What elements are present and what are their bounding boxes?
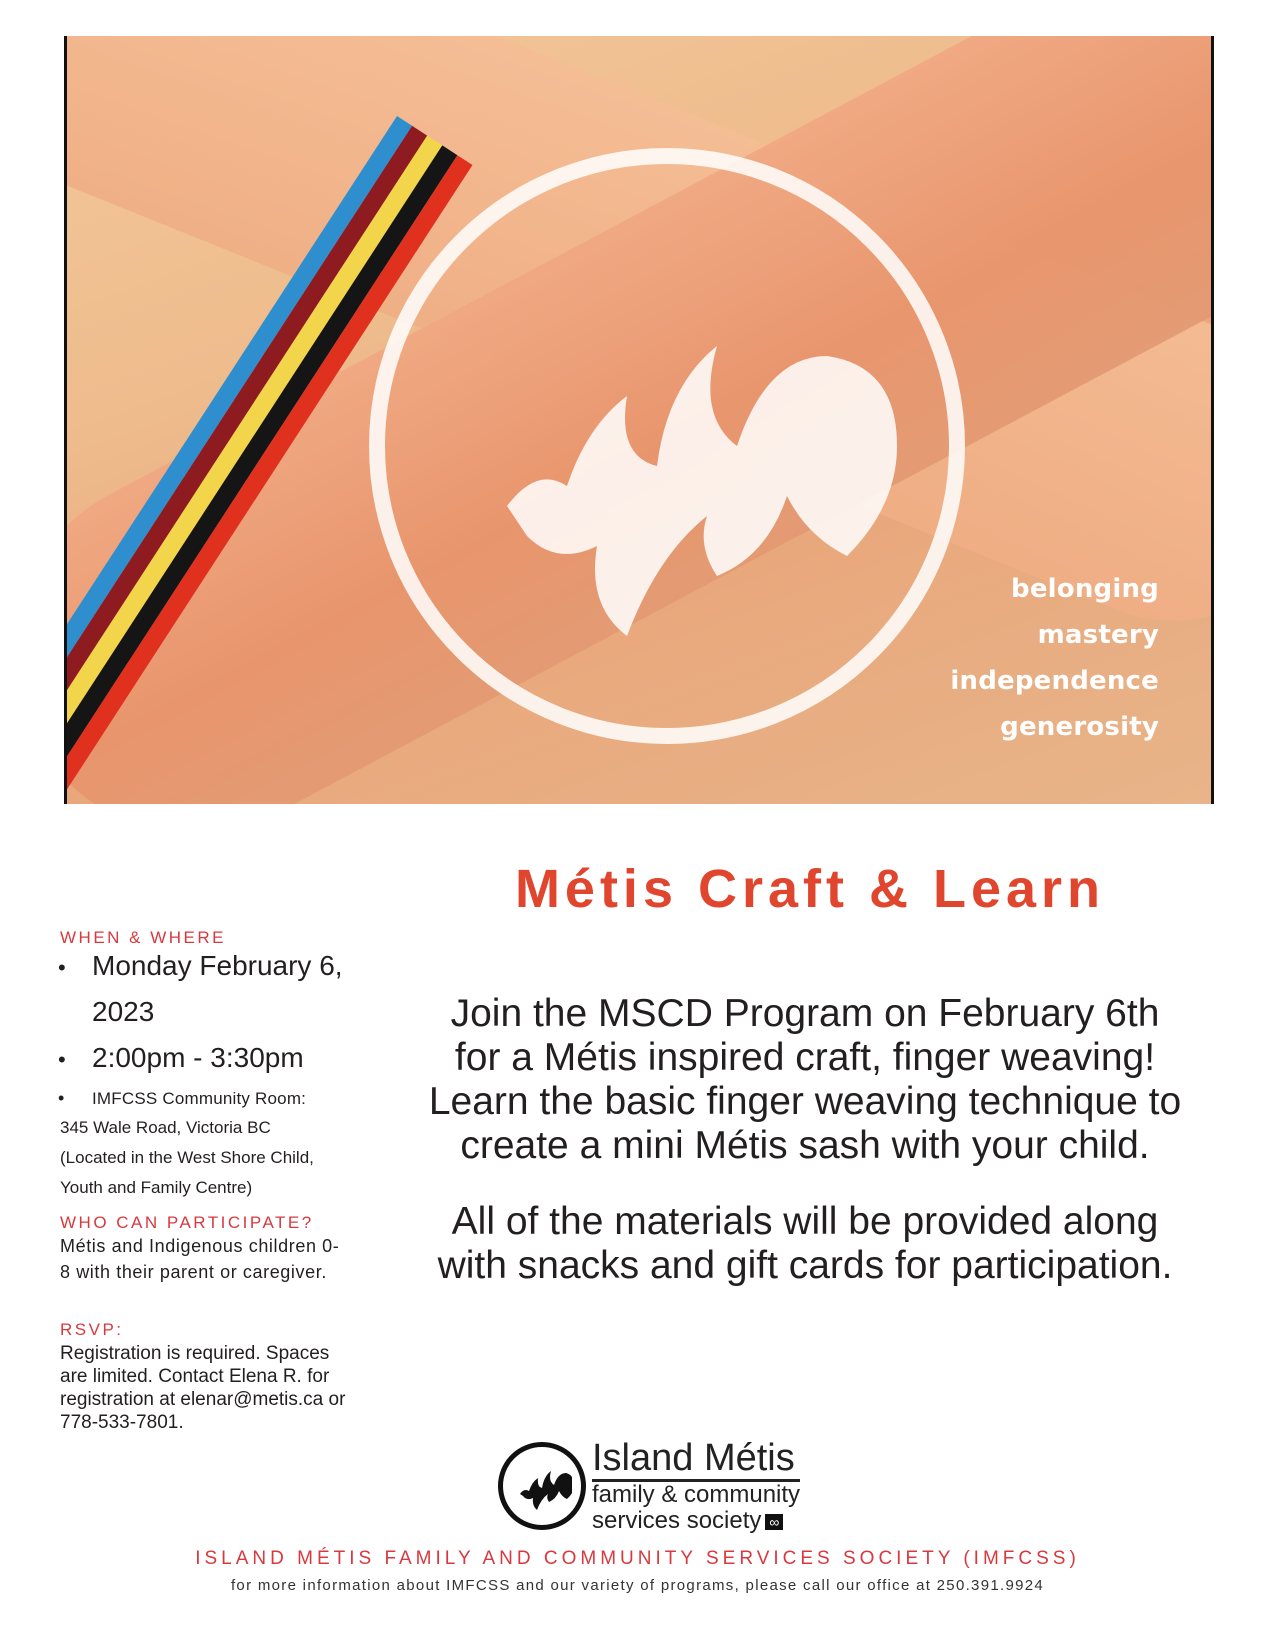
values-list [950, 566, 1159, 750]
logo-emblem-icon [498, 1442, 586, 1530]
location-note: (Located in the West Shore Child, [60, 1148, 314, 1167]
bison-icon [512, 1456, 572, 1516]
logo-wordmark: Island Métis family & community services society ∞ [592, 1437, 801, 1534]
rsvp-email[interactable]: registration at elenar@metis.ca or [60, 1389, 346, 1410]
time-item: • 2:00pm - 3:30pm [58, 1042, 304, 1073]
who-line1: Métis and Indigenous children 0- [60, 1236, 340, 1256]
footer-org-name: ISLAND MÉTIS FAMILY AND COMMUNITY SERVICES SOCIETY (IMFCSS) [195, 1548, 1080, 1569]
rsvp-phone[interactable]: 778-533-7801. [60, 1412, 184, 1433]
value-independence: independence [950, 666, 1159, 696]
date-item-cont: 2023 [92, 996, 155, 1027]
location-item: • IMFCSS Community Room: [58, 1088, 307, 1108]
infinity-icon: ∞ [765, 1514, 783, 1530]
rsvp-heading: RSVP: [60, 1320, 124, 1339]
bullet-icon: • [58, 955, 66, 980]
hero-photo [64, 36, 1214, 804]
who-heading: WHO CAN PARTICIPATE? [60, 1213, 314, 1232]
date-item: • Monday February 6, [58, 950, 343, 981]
bullet-icon: • [58, 1088, 65, 1108]
value-mastery: mastery [1037, 620, 1159, 650]
who-line2: 8 with their parent or caregiver. [60, 1262, 327, 1282]
page-title: Métis Craft & Learn [514, 859, 1106, 919]
value-belonging: belonging [1011, 574, 1159, 604]
bullet-icon: • [58, 1047, 66, 1072]
location-note-cont: Youth and Family Centre) [60, 1178, 253, 1197]
imfcss-logo [498, 1438, 800, 1534]
location-address: 345 Wale Road, Victoria BC [60, 1118, 271, 1137]
rsvp-line2: are limited. Contact Elena R. for [60, 1366, 330, 1387]
description-paragraph-1: Join the MSCD Program on February 6th for a Métis inspired craft, finger weaving! Learn the basic finger weaving technique to create a mini Métis sash with your child. [428, 992, 1182, 1167]
description-paragraph-2: All of the materials will be provided along with snacks and gift cards for participation. [437, 1200, 1173, 1287]
value-generosity: generosity [1000, 712, 1159, 742]
footer-contact-info: for more information about IMFCSS and our variety of programs, please call our office at 250.391.9924 [230, 1577, 1045, 1594]
bison-emblem-icon [357, 136, 977, 756]
rsvp-line1: Registration is required. Spaces [60, 1343, 330, 1364]
when-where-heading: WHEN & WHERE [60, 928, 226, 947]
